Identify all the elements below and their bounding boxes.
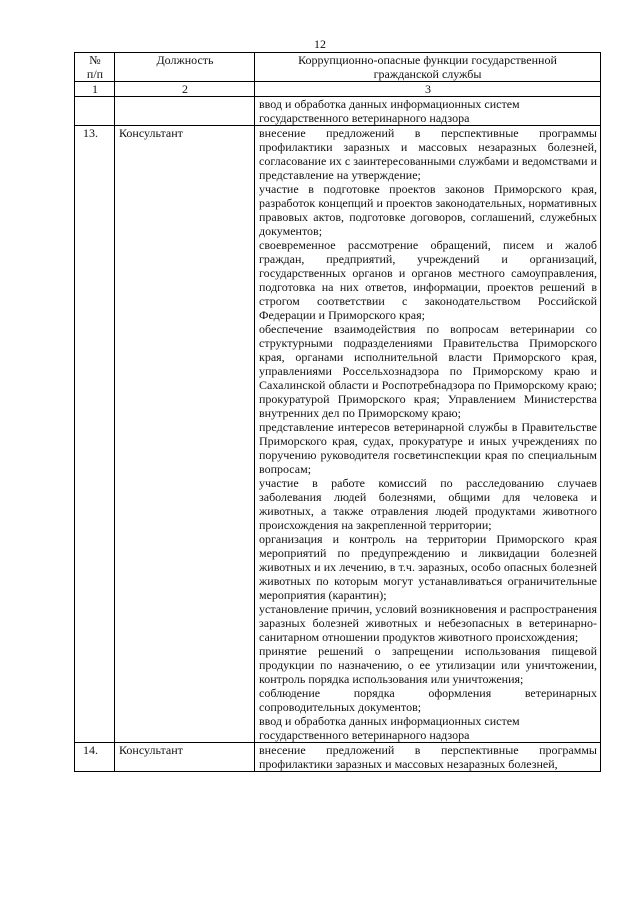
row-position: Консультант <box>115 743 255 772</box>
function-item: принятие решений о запрещении использования пищевой продукции по назначению, о ее утилизации или уничтожении, контроль порядка использования или уничтожения; <box>259 644 597 686</box>
header-position: Должность <box>115 53 255 82</box>
function-item: своевременное рассмотрение обращений, писем и жалоб граждан, предприятий, учреждений и организаций, государственных органов и органов местного самоуправления, подготовка на них ответов, информации, проектов решений в строгом соответствии с законодательством Российской Федерации и Приморского края; <box>259 238 597 322</box>
function-item: организация и контроль на территории Приморского края мероприятий по предупреждению и ликвидации болезней животных и их лечению, в т.ч. заразных, особо опасных болезней животных по которым могут устанавливаться ограничительные мероприятия (карантин); <box>259 532 597 602</box>
row-number: 14. <box>75 743 115 772</box>
table-row <box>75 126 601 743</box>
empty-cell <box>115 97 255 126</box>
row-functions <box>255 743 601 772</box>
function-item: участие в работе комиссий по расследованию случаев заболевания людей болезнями, общими для человека и животных, а также отравления людей продуктами животного происхождения на закрепленной территории; <box>259 476 597 532</box>
column-index: 1 <box>75 82 115 97</box>
function-item: соблюдение порядка оформления ветеринарных сопроводительных документов; <box>259 686 597 714</box>
function-item: обеспечение взаимодействия по вопросам ветеринарии со структурными подразделениями Правительства Приморского края, органами исполнительной власти Приморского края, управлениями Россельхознадзора по Приморскому краю и Сахалинской области и Роспотребнадзора по Приморскому краю; прокуратурой Приморского края; Управлением Министерства внутренних дел по Приморскому краю; <box>259 322 597 420</box>
corruption-functions-table <box>74 52 601 772</box>
function-item: ввод и обработка данных информационных систем государственного ветеринарного надзора <box>259 714 520 742</box>
column-index-row <box>75 82 601 97</box>
row-number: 13. <box>75 126 115 743</box>
function-item: внесение предложений в перспективные программы профилактики заразных и массовых незаразных болезней, согласование их с заинтересованными службами и ведомствами и представление на утверждение; <box>259 126 597 182</box>
row-position: Консультант <box>115 126 255 743</box>
function-item: установление причин, условий возникновения и распространения заразных болезней животных и небезопасных в ветеринарно-санитарном отношении продуктов животного происхождения; <box>259 602 597 644</box>
column-index: 3 <box>255 82 601 97</box>
table-header-row <box>75 53 601 82</box>
function-item: ввод и обработка данных информационных систем государственного ветеринарного надзора <box>259 97 520 125</box>
column-index: 2 <box>115 82 255 97</box>
function-item: представление интересов ветеринарной службы в Правительстве Приморского края, судах, прокуратуре и иных учреждениях по поручению руководителя госветинспекции края по специальным вопросам; <box>259 420 597 476</box>
page-number: 12 <box>314 37 326 51</box>
row-functions <box>255 126 601 743</box>
table-row <box>75 743 601 772</box>
header-functions: Коррупционно-опасные функции государственной гражданской службы <box>255 53 601 82</box>
header-number: № п/п <box>75 53 115 82</box>
continuation-row <box>75 97 601 126</box>
continuation-text <box>255 97 601 126</box>
function-item: участие в подготовке проектов законов Приморского края, разработок концепций и проектов законодательных, нормативных правовых актов, подготовке договоров, соглашений, служебных документов; <box>259 182 597 238</box>
empty-cell <box>75 97 115 126</box>
function-item: внесение предложений в перспективные программы профилактики заразных и массовых незаразных болезней, <box>259 743 597 771</box>
